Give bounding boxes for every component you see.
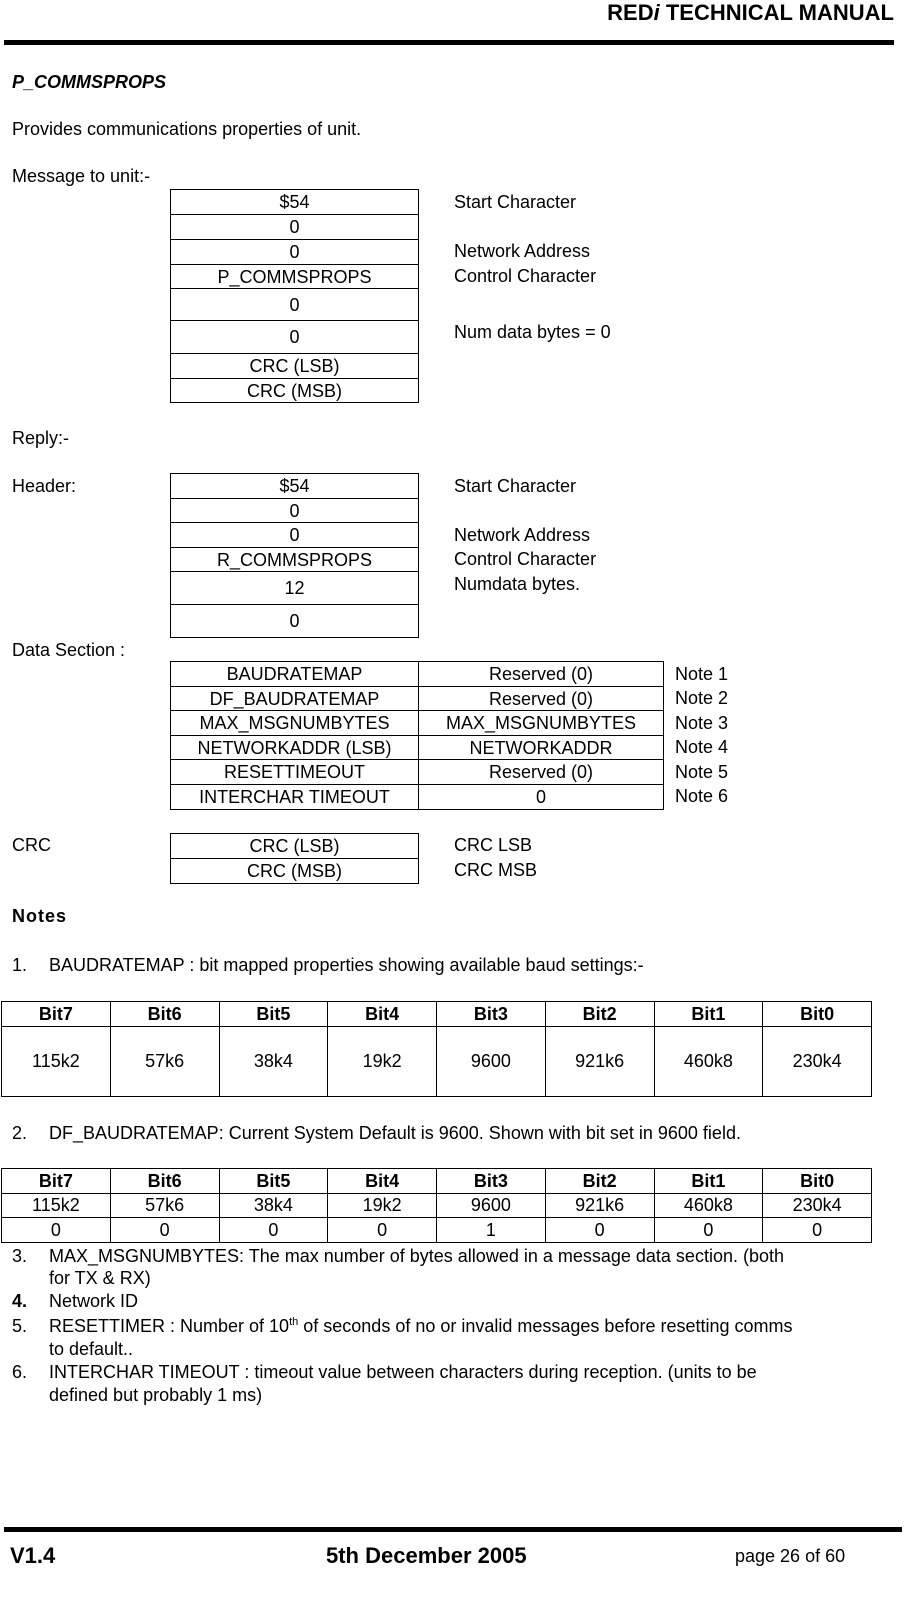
bit-header-cell: Bit7 [2,1002,111,1027]
data-cell: 0 [418,784,664,810]
data-note: Note 3 [675,713,729,733]
footer-version: V1.4 [10,1543,56,1568]
data-cell: Reserved (0) [418,686,664,711]
reply-cell: 0 [170,604,419,638]
brand-suffix: TECHNICAL MANUAL [659,0,894,25]
crc-note: CRC LSB [454,835,533,855]
baudratemap-table [1,1001,872,1097]
bit-rate-cell: 38k4 [219,1194,328,1218]
data-cell: Reserved (0) [418,661,664,687]
bit-value-cell: 0 [328,1218,437,1243]
crc-cell: CRC (MSB) [170,858,419,884]
header-rule [4,40,894,45]
data-cell: DF_BAUDRATEMAP [170,686,419,711]
table-row [2,1002,872,1027]
bit-rate-cell: 57k6 [110,1194,219,1218]
note-number: 5. [12,1316,28,1336]
footer-rule [4,1527,902,1532]
note-text: DF_BAUDRATEMAP: Current System Default is 9600. Shown with bit set in 9600 field. [49,1123,741,1143]
data-note: Note 5 [675,762,729,782]
bit-value-cell: 0 [110,1218,219,1243]
brand-red: RED [607,0,654,25]
header-label: Header: [12,476,77,496]
note-text: INTERCHAR TIMEOUT : timeout value between characters during reception. (units to be [49,1362,757,1382]
data-cell: NETWORKADDR (LSB) [170,735,419,760]
message-note: Control Character [454,266,597,286]
reply-label: Reply:- [12,428,70,448]
section-title: P_COMMSPROPS [12,72,167,92]
bit-value-cell: 0 [763,1218,872,1243]
data-cell: BAUDRATEMAP [170,661,419,687]
bit-rate-cell: 230k4 [763,1027,872,1097]
note-text: RESETTIMER : Number of 10 [49,1316,290,1336]
data-cell: MAX_MSGNUMBYTES [418,710,664,736]
brand-i: i [653,0,660,25]
notes-heading: Notes [12,906,68,926]
bit-header-cell: Bit3 [437,1002,546,1027]
message-cell: 0 [170,239,419,265]
bit-rate-cell: 19k2 [328,1194,437,1218]
bit-rate-cell: 921k6 [545,1027,654,1097]
note-6 [12,1361,757,1384]
bit-header-cell: Bit2 [545,1169,654,1194]
note-1 [12,954,644,977]
data-section-label: Data Section : [12,640,126,660]
data-cell: MAX_MSGNUMBYTES [170,710,419,736]
bit-rate-cell: 115k2 [2,1027,111,1097]
data-note: Note 4 [675,737,729,757]
bit-rate-cell: 115k2 [2,1194,111,1218]
bit-rate-cell: 9600 [437,1027,546,1097]
message-cell: 0 [170,214,419,240]
bit-rate-cell: 921k6 [545,1194,654,1218]
message-note: Num data bytes = 0 [454,322,611,342]
bit-rate-cell: 9600 [437,1194,546,1218]
note-6-continuation: defined but probably 1 ms) [49,1385,263,1405]
bit-header-cell: Bit0 [763,1002,872,1027]
description: Provides communications properties of unit. [12,119,362,139]
data-note: Note 6 [675,786,729,806]
bit-value-cell: 0 [545,1218,654,1243]
data-cell: Reserved (0) [418,759,664,785]
bit-rate-cell: 460k8 [654,1194,763,1218]
note-text: Network ID [49,1291,139,1311]
df-baudratemap-table [1,1168,872,1243]
bit-header-cell: Bit6 [110,1169,219,1194]
note-number: 1. [12,955,28,975]
message-label: Message to unit:- [12,166,151,186]
reply-note: Network Address [454,525,591,545]
note-number: 2. [12,1123,28,1143]
bit-rate-cell: 57k6 [110,1027,219,1097]
table-row [2,1027,872,1097]
crc-note: CRC MSB [454,860,538,880]
bit-header-cell: Bit3 [437,1169,546,1194]
bit-header-cell: Bit2 [545,1002,654,1027]
crc-cell: CRC (LSB) [170,833,419,859]
reply-cell: 12 [170,571,419,605]
note-5 [12,1315,793,1338]
reply-cell: R_COMMSPROPS [170,547,419,572]
bit-header-cell: Bit0 [763,1169,872,1194]
note-number: 4. [12,1291,28,1311]
reply-cell: $54 [170,473,419,499]
note-3 [12,1245,784,1268]
bit-value-cell: 0 [654,1218,763,1243]
bit-header-cell: Bit4 [328,1002,437,1027]
note-number: 6. [12,1362,28,1382]
reply-note: Start Character [454,476,577,496]
data-cell: NETWORKADDR [418,735,664,760]
superscript: th [289,1316,299,1328]
message-cell: $54 [170,189,419,215]
crc-label: CRC [12,835,51,855]
bit-header-cell: Bit1 [654,1169,763,1194]
note-2 [12,1122,741,1145]
footer-page: page 26 of 60 [735,1546,846,1566]
table-row [2,1169,872,1194]
note-5-continuation: to default.. [49,1339,134,1359]
bit-header-cell: Bit1 [654,1002,763,1027]
bit-header-cell: Bit4 [328,1169,437,1194]
message-cell: CRC (MSB) [170,378,419,403]
note-4 [12,1290,138,1313]
bit-header-cell: Bit7 [2,1169,111,1194]
note-text: of seconds of no or invalid messages before resetting comms [298,1316,793,1336]
manual-title [607,0,894,26]
reply-cell: 0 [170,522,419,548]
message-cell: 0 [170,320,419,354]
reply-cell: 0 [170,498,419,523]
message-note: Network Address [454,241,591,261]
table-row [2,1218,872,1243]
bit-value-cell: 0 [2,1218,111,1243]
bit-rate-cell: 38k4 [219,1027,328,1097]
table-row [2,1194,872,1218]
data-cell: RESETTIMEOUT [170,759,419,785]
message-cell: 0 [170,288,419,321]
message-cell: CRC (LSB) [170,353,419,379]
bit-value-cell: 0 [219,1218,328,1243]
message-cell: P_COMMSPROPS [170,264,419,289]
bit-header-cell: Bit6 [110,1002,219,1027]
note-number: 3. [12,1246,28,1266]
note-text: MAX_MSGNUMBYTES: The max number of bytes allowed in a message data section. (both [49,1246,784,1266]
message-note: Start Character [454,192,577,212]
bit-value-cell: 1 [437,1218,546,1243]
note-3-continuation: for TX & RX) [49,1268,151,1288]
bit-rate-cell: 19k2 [328,1027,437,1097]
data-note: Note 1 [675,664,729,684]
reply-note: Control Character [454,549,597,569]
reply-note: Numdata bytes. [454,574,581,594]
bit-rate-cell: 460k8 [654,1027,763,1097]
data-note: Note 2 [675,688,729,708]
bit-header-cell: Bit5 [219,1169,328,1194]
footer-date: 5th December 2005 [326,1543,527,1568]
note-text: BAUDRATEMAP : bit mapped properties showing available baud settings:- [49,955,644,975]
data-cell: INTERCHAR TIMEOUT [170,784,419,810]
bit-rate-cell: 230k4 [763,1194,872,1218]
bit-header-cell: Bit5 [219,1002,328,1027]
